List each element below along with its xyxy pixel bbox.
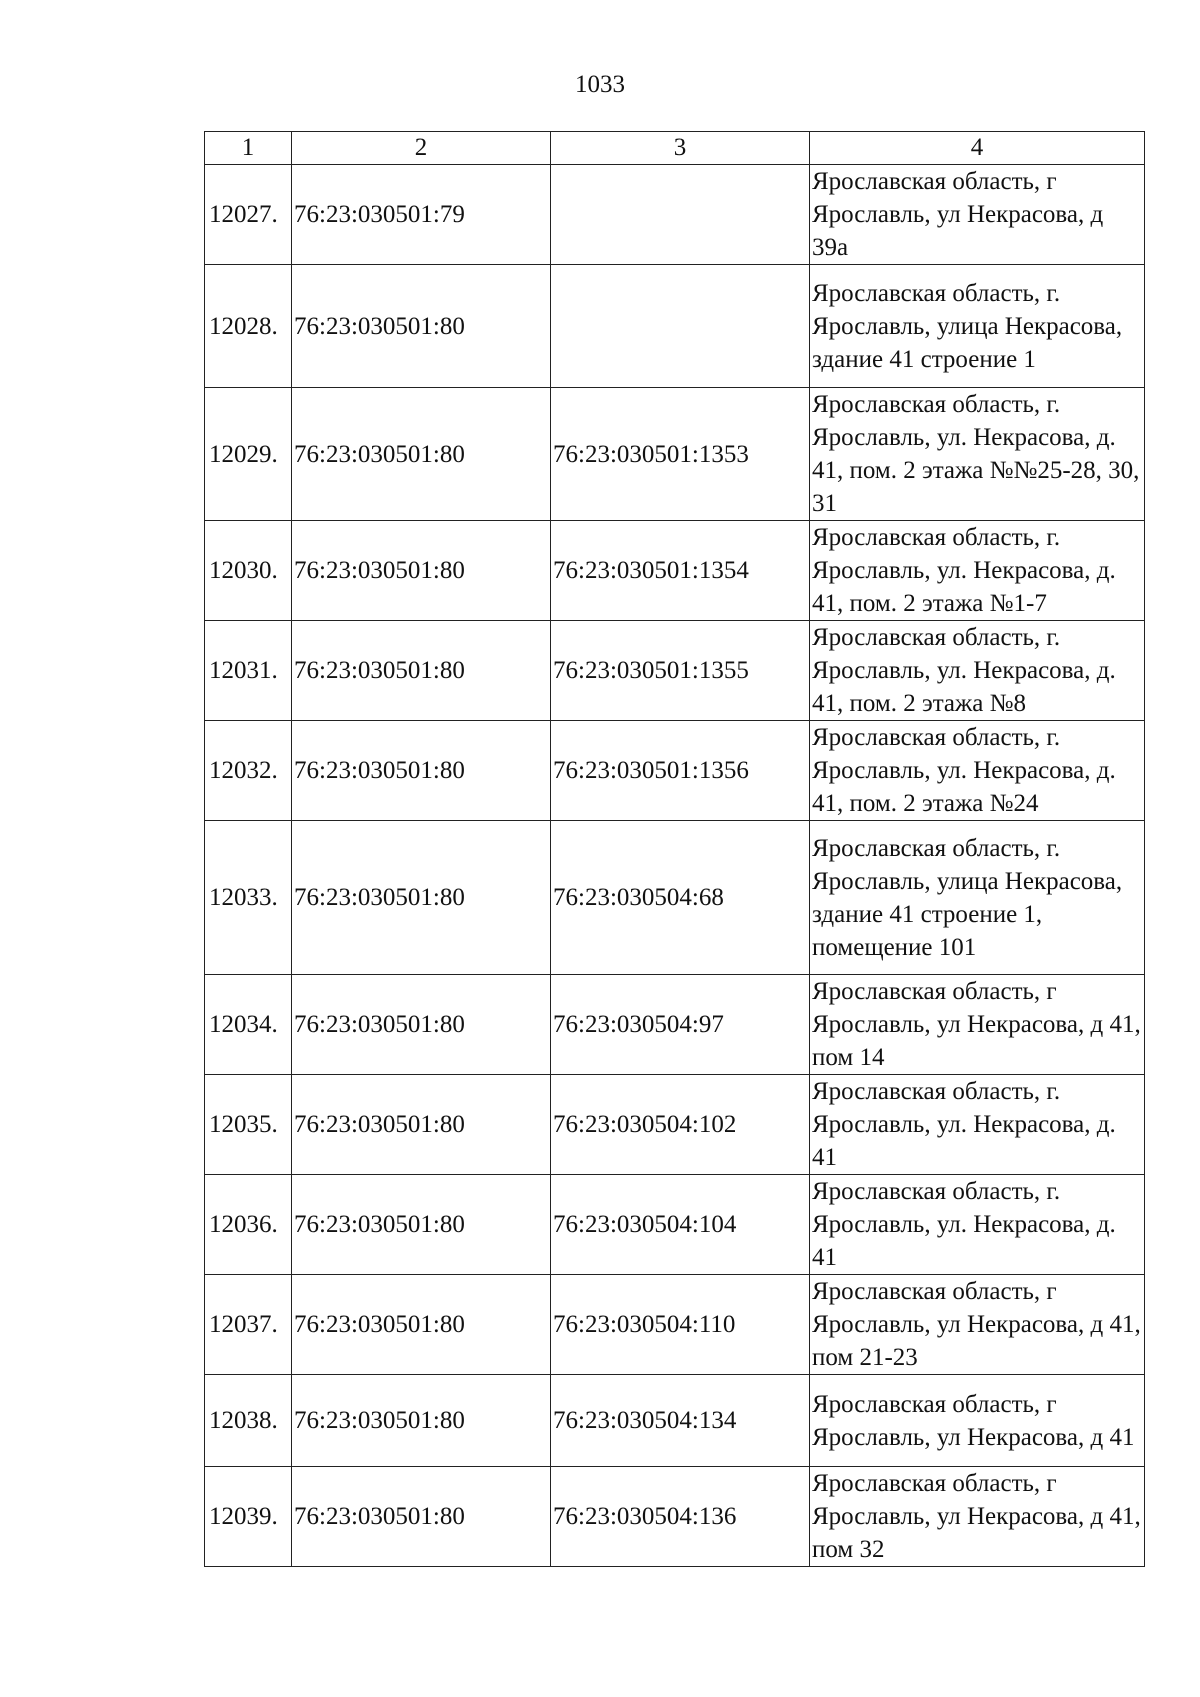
object-number-cell: 76:23:030501:1356 xyxy=(551,721,810,821)
row-number-cell: 12030. xyxy=(205,521,292,621)
address-cell: Ярославская область, г. Ярославль, улица Некрасова, здание 41 строение 1, помещение 101 xyxy=(810,821,1145,975)
table-row xyxy=(205,388,1145,521)
row-number-cell: 12037. xyxy=(205,1275,292,1375)
row-number-cell: 12029. xyxy=(205,388,292,521)
table-row xyxy=(205,265,1145,388)
row-number-cell: 12031. xyxy=(205,621,292,721)
row-number-cell: 12032. xyxy=(205,721,292,821)
cadastral-number-cell: 76:23:030501:80 xyxy=(292,975,551,1075)
table-row xyxy=(205,1375,1145,1467)
cadastral-number-cell: 76:23:030501:80 xyxy=(292,388,551,521)
cadastral-number-cell: 76:23:030501:80 xyxy=(292,1175,551,1275)
object-number-cell: 76:23:030504:110 xyxy=(551,1275,810,1375)
page-number: 1033 xyxy=(575,71,625,98)
table-row xyxy=(205,821,1145,975)
table-header-row xyxy=(205,132,1145,165)
address-cell: Ярославская область, г Ярославль, ул Некрасова, д 39а xyxy=(810,165,1145,265)
cadastral-number-cell: 76:23:030501:80 xyxy=(292,621,551,721)
address-cell: Ярославская область, г Ярославль, ул Некрасова, д 41, пом 32 xyxy=(810,1467,1145,1567)
object-number-cell: 76:23:030504:102 xyxy=(551,1075,810,1175)
object-number-cell: 76:23:030501:1354 xyxy=(551,521,810,621)
object-number-cell: 76:23:030501:1353 xyxy=(551,388,810,521)
address-cell: Ярославская область, г Ярославль, ул Некрасова, д 41, пом 14 xyxy=(810,975,1145,1075)
table-row xyxy=(205,1075,1145,1175)
object-number-cell: 76:23:030504:104 xyxy=(551,1175,810,1275)
row-number-cell: 12033. xyxy=(205,821,292,975)
object-number-cell: 76:23:030504:97 xyxy=(551,975,810,1075)
row-number-cell: 12039. xyxy=(205,1467,292,1567)
cadastral-number-cell: 76:23:030501:80 xyxy=(292,721,551,821)
address-cell: Ярославская область, г Ярославль, ул Некрасова, д 41, пом 21-23 xyxy=(810,1275,1145,1375)
object-number-cell: 76:23:030504:68 xyxy=(551,821,810,975)
column-header-3: 3 xyxy=(551,132,810,165)
table-row xyxy=(205,975,1145,1075)
object-number-cell xyxy=(551,265,810,388)
row-number-cell: 12028. xyxy=(205,265,292,388)
object-number-cell xyxy=(551,165,810,265)
table-row xyxy=(205,1175,1145,1275)
row-number-cell: 12034. xyxy=(205,975,292,1075)
column-header-4: 4 xyxy=(810,132,1145,165)
table-row xyxy=(205,1467,1145,1567)
row-number-cell: 12036. xyxy=(205,1175,292,1275)
cadastral-number-cell: 76:23:030501:80 xyxy=(292,1375,551,1467)
row-number-cell: 12027. xyxy=(205,165,292,265)
column-header-2: 2 xyxy=(292,132,551,165)
address-cell: Ярославская область, г. Ярославль, ул. Некрасова, д. 41, пом. 2 этажа №№25-28, 30, 31 xyxy=(810,388,1145,521)
table-row xyxy=(205,621,1145,721)
address-cell: Ярославская область, г. Ярославль, улица Некрасова, здание 41 строение 1 xyxy=(810,265,1145,388)
address-cell: Ярославская область, г Ярославль, ул Некрасова, д 41 xyxy=(810,1375,1145,1467)
cadastral-number-cell: 76:23:030501:80 xyxy=(292,1075,551,1175)
object-number-cell: 76:23:030501:1355 xyxy=(551,621,810,721)
address-cell: Ярославская область, г. Ярославль, ул. Некрасова, д. 41 xyxy=(810,1175,1145,1275)
cadastral-number-cell: 76:23:030501:80 xyxy=(292,821,551,975)
cadastral-number-cell: 76:23:030501:79 xyxy=(292,165,551,265)
table-row xyxy=(205,721,1145,821)
object-number-cell: 76:23:030504:136 xyxy=(551,1467,810,1567)
table-row xyxy=(205,165,1145,265)
address-cell: Ярославская область, г. Ярославль, ул. Некрасова, д. 41, пом. 2 этажа №24 xyxy=(810,721,1145,821)
column-header-1: 1 xyxy=(205,132,292,165)
row-number-cell: 12038. xyxy=(205,1375,292,1467)
table-row xyxy=(205,1275,1145,1375)
address-cell: Ярославская область, г. Ярославль, ул. Некрасова, д. 41, пом. 2 этажа №1-7 xyxy=(810,521,1145,621)
cadastral-number-cell: 76:23:030501:80 xyxy=(292,1275,551,1375)
row-number-cell: 12035. xyxy=(205,1075,292,1175)
cadastral-number-cell: 76:23:030501:80 xyxy=(292,265,551,388)
object-number-cell: 76:23:030504:134 xyxy=(551,1375,810,1467)
address-cell: Ярославская область, г. Ярославль, ул. Некрасова, д. 41 xyxy=(810,1075,1145,1175)
cadastral-number-cell: 76:23:030501:80 xyxy=(292,1467,551,1567)
table-row xyxy=(205,521,1145,621)
address-cell: Ярославская область, г. Ярославль, ул. Некрасова, д. 41, пом. 2 этажа №8 xyxy=(810,621,1145,721)
cadastral-number-cell: 76:23:030501:80 xyxy=(292,521,551,621)
registry-table xyxy=(204,131,1145,1567)
